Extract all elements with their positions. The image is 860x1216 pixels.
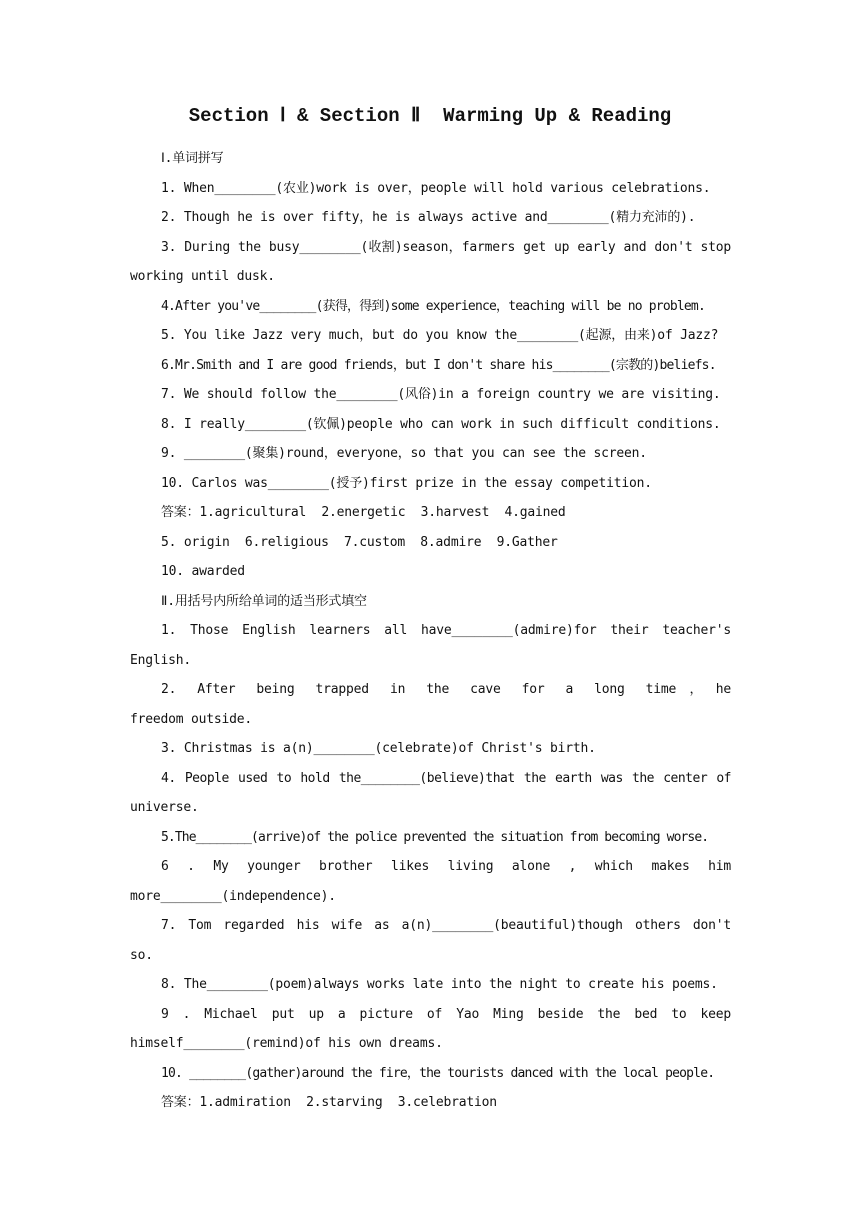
question-item: 10. ________(gather)around the fire，the tourists danced with the local people. xyxy=(161,1065,715,1081)
question-item: 2. Though he is over fifty，he is always active and________(精力充沛的). xyxy=(161,210,696,225)
exercise-content xyxy=(130,144,731,1118)
question-item: 1. When________(农业)work is over，people will hold various celebrations. xyxy=(161,180,711,196)
answer-line: 答案：1.admiration 2.starving 3.celebration xyxy=(161,1095,497,1110)
question-item: 3. During the busy________(收割)season，farmers get up early and don't stop xyxy=(161,239,731,255)
question-item: 7. We should follow the________(风俗)in a foreign country we are visiting. xyxy=(161,387,721,402)
answer-line: 5. origin 6.religious 7.custom 8.admire 9.Gather xyxy=(161,534,558,550)
section-heading-spelling: Ⅰ.单词拼写 xyxy=(161,151,224,166)
question-item: 9. ________(聚集)round，everyone，so that you can see the screen. xyxy=(161,446,647,461)
question-item: 8. I really________(钦佩)people who can work in such difficult conditions. xyxy=(161,416,721,432)
answer-line: 10. awarded xyxy=(161,564,245,579)
page-title: Section Ⅰ & Section Ⅱ Warming Up & Reading xyxy=(188,105,672,127)
question-item: 5. You like Jazz very much，but do you know the________(起源，由来)of Jazz? xyxy=(161,328,719,343)
question-item: 7. Tom regarded his wife as a(n)________(beautiful)though others don't xyxy=(161,918,731,933)
question-item-continued: more________(independence). xyxy=(130,888,336,904)
question-item: 1. Those English learners all have________(admire)for their teacher's xyxy=(161,623,731,638)
question-item-continued: universe. xyxy=(130,800,199,815)
question-item: 9 . Michael put up a picture of Yao Ming beside the bed to keep xyxy=(161,1006,731,1022)
section-heading-word-forms: Ⅱ.用括号内所给单词的适当形式填空 xyxy=(161,593,367,609)
question-item: 10. Carlos was________(授予)first prize in the essay competition. xyxy=(161,475,652,491)
question-item: 3. Christmas is a(n)________(celebrate)of Christ's birth. xyxy=(161,741,596,756)
question-item: 6.Mr.Smith and I are good friends，but I don't share his________(宗教的)beliefs. xyxy=(161,357,716,373)
question-item: 5.The________(arrive)of the police prevented the situation from becoming worse. xyxy=(161,829,709,845)
answer-line: 答案：1.agricultural 2.energetic 3.harvest 4.gained xyxy=(161,505,566,520)
question-item-continued: so. xyxy=(130,947,153,963)
question-item-continued: working until dusk. xyxy=(130,269,275,284)
question-item-continued: himself________(remind)of his own dreams. xyxy=(130,1036,443,1051)
question-item: 4.After you've________(获得，得到)some experience，teaching will be no problem. xyxy=(161,298,705,314)
question-item-continued: freedom outside. xyxy=(130,711,253,727)
question-item: 4. People used to hold the________(believe)that the earth was the center of xyxy=(161,770,731,786)
question-item-continued: English. xyxy=(130,652,192,668)
question-item: 6 . My younger brother likes living alone , which makes him xyxy=(161,859,731,874)
question-item: 8. The________(poem)always works late into the night to create his poems. xyxy=(161,977,718,992)
question-item: 2. After being trapped in the cave for a long time，he xyxy=(161,682,731,697)
